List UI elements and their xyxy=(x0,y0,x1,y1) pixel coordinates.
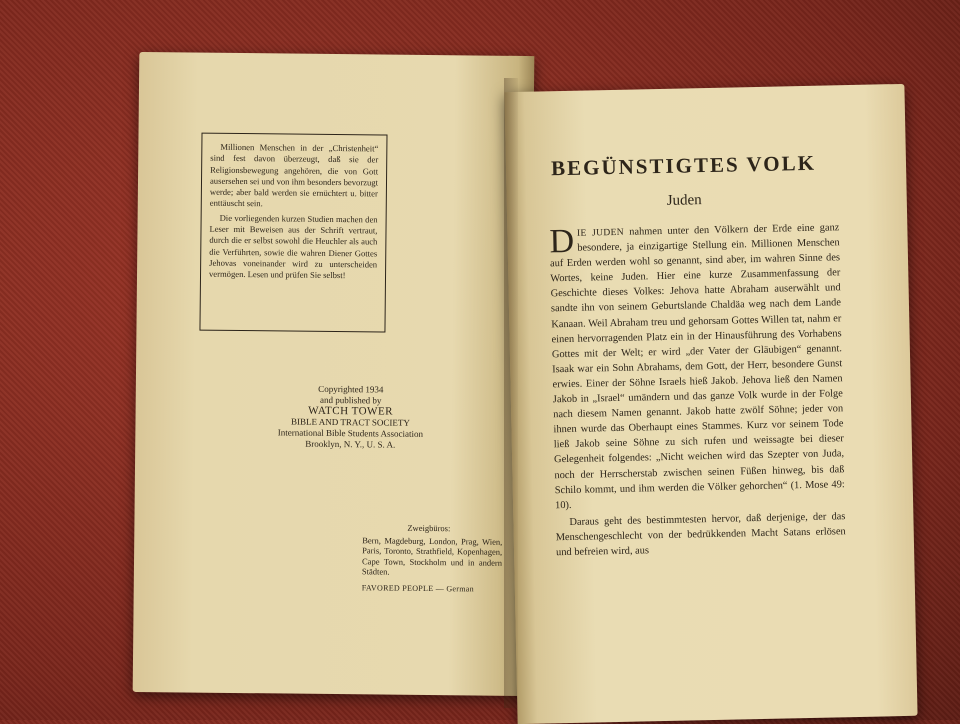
edition-note: FAVORED PEOPLE — German xyxy=(361,582,474,593)
right-page xyxy=(504,84,917,724)
publisher-society: BIBLE AND TRACT SOCIETY xyxy=(290,416,411,428)
drop-cap: D xyxy=(549,222,575,261)
publisher-address: Brooklyn, N. Y., U. S. A. xyxy=(305,438,396,450)
preface-paragraph: Millionen Menschen in der „Christenheit“ sind fest davon überzeugt, daß sie der Religionsbewegung angehören, die von Gott ausersehen sei und von ihm besonders bevorzugt werde; aber bald werden sie ernüchtert u. bitter enttäuscht sein. xyxy=(209,141,379,209)
paragraph-text: nahmen unter den Völkern der Erde eine ganz besondere, ja einzigartige Stellung ein. Millionen Menschen auf Erden werden wohl so genannt, sind aber, im wahren Sinne des Wortes, keine Juden. Hier eine kurze Zusammenfassung der Geschichte dieses Volkes: Jehova hatte Abraham auserwählt und sandte ihn von seinem Geburtslande Chaldäa weg nach dem Lande Kanaan. Weil Abraham treu und gehorsam Gottes Willen tat, nahm er einen hervorragenden Platz ein in der Hinausführung des Vorhabens Gottes mit der Welt; er wird „der Vater der Gläubigen“ genannt. Isaak war ein Sohn Abrahams, dem Gott, der Herr, besondere Gunst erwies. Einer der Söhne Israels hieß Jakob. Jehova ließ den Namen Jakob in „Israel“ umändern und das ganze Volk wurde in der Folge nach diesem Namen genannt. Jakob hatte zwölf Söhne; jeder von ihnen wurde das Oberhaupt eines Stammes. Kurz vor seinem Tode ließ Jakob seine Söhne zu sich rufen und weissagte bei dieser Gelegenheit folgendes: „Nicht weichen wird das Szepter von Juda, noch der Herrscherstab zwischen seinen Füßen hinweg, bis daß Schilo kommt, und ihm werden die Völker gehorchen“ (1. Mose 49: 10). xyxy=(549,222,845,511)
chapter-title: BEGÜNSTIGTES VOLK xyxy=(550,150,817,181)
publisher-imprint xyxy=(235,383,466,451)
copyright-line: Copyrighted 1934 xyxy=(318,383,384,395)
preface-box xyxy=(199,133,387,333)
book-gutter xyxy=(504,78,518,708)
preface-paragraph: Die vorliegenden kurzen Studien machen den Leser mit Beweisen aus der Schrift vertraut, durch die er selbst sowohl die Heuchler als auch die Verführten, sowie die wahren Diener Gottes Jehovas voneinander wird zu unterscheiden vermögen. Lesen und prüfen Sie selbst! xyxy=(208,212,378,281)
published-by-line: and published by xyxy=(319,394,382,406)
branch-list: Bern, Magdeburg, London, Prag, Wien, Paris, Toronto, Strathfield, Kopenhagen, Cape Town, Stockholm und in andern Städten. xyxy=(361,534,503,577)
left-page xyxy=(133,52,535,696)
opening-words: IE JUDEN xyxy=(576,226,625,239)
branch-heading: Zweigbüros: xyxy=(407,522,451,534)
open-booklet xyxy=(132,48,922,698)
chapter-subtitle: Juden xyxy=(666,192,702,209)
body-paragraph xyxy=(549,220,845,513)
publisher-association: International Bible Students Association xyxy=(277,427,424,439)
body-paragraph: Daraus geht des bestimmtesten hervor, daß derjenige, der das Menschengeschlecht von der bedrükkenden Macht Satans erlösen und befreien wird, aus xyxy=(555,510,846,559)
branch-offices xyxy=(362,522,503,594)
chapter-body xyxy=(549,220,846,560)
publisher-name: WATCH TOWER xyxy=(308,404,394,418)
